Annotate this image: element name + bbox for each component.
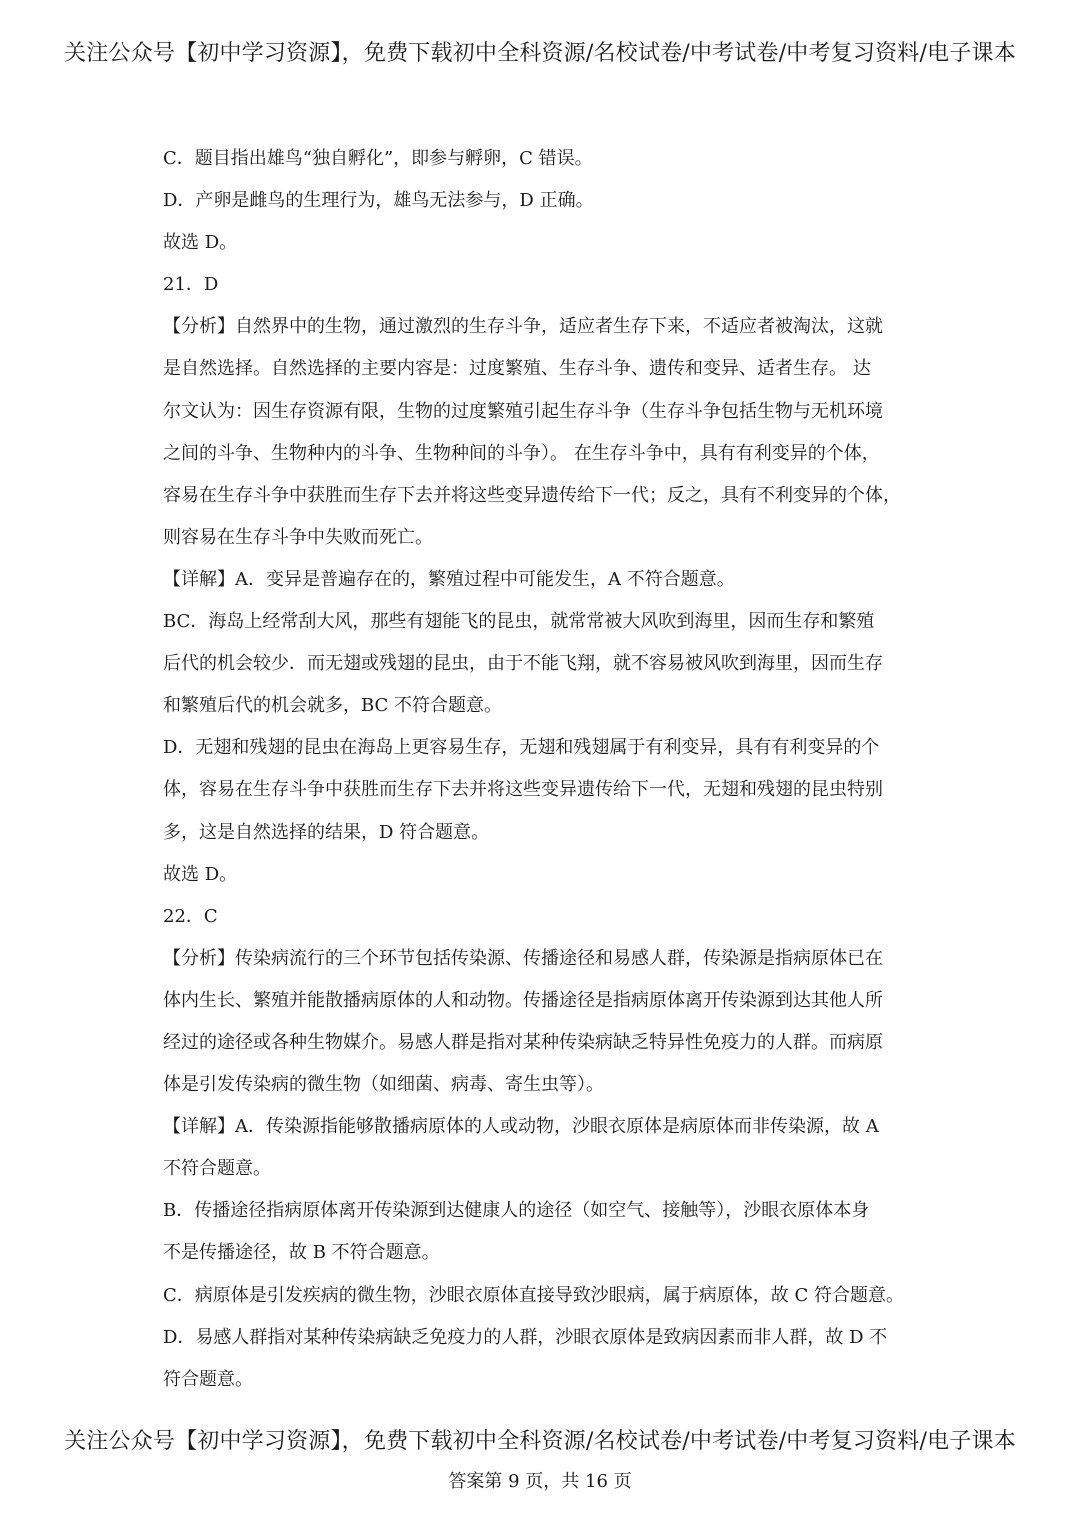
bottom-banner: 关注公众号【初中学习资源】，免费下载初中全科资源/名校试卷/中考试卷/中考复习资料/电子课本	[64, 1429, 1016, 1454]
text-line: 容易在生存斗争中获胜而生存下去并将这些变异遗传给下一代；反之，具有不利变异的个体，	[163, 484, 901, 506]
text-line: 【详解】A．传染源指能够散播病原体的人或动物，沙眼衣原体是病原体而非传染源，故 A	[163, 1116, 879, 1138]
text-line: 体内生长、繁殖并能散播病原体的人和动物。传播途径是指病原体离开传染源到达其他人所	[163, 989, 883, 1011]
page-number: 答案第 9 页，共 16 页	[448, 1471, 632, 1492]
top-banner: 关注公众号【初中学习资源】，免费下载初中全科资源/名校试卷/中考试卷/中考复习资料/电子课本	[64, 41, 1016, 66]
text-line: 是自然选择。自然选择的主要内容是：过度繁殖、生存斗争、遗传和变异、适者生存。 达	[163, 358, 871, 380]
question-number: 21．D	[163, 274, 219, 296]
text-line: 故选 D。	[163, 863, 238, 885]
text-line: C．病原体是引发疾病的微生物，沙眼衣原体直接导致沙眼病，属于病原体，故 C 符合题意。	[163, 1284, 904, 1306]
text-line: D．无翅和残翅的昆虫在海岛上更容易生存，无翅和残翅属于有利变异，具有有利变异的个	[163, 737, 880, 759]
text-line: 体是引发传染病的微生物（如细菌、病毒、寄生虫等）。	[163, 1074, 604, 1096]
text-line: B．传播途径指病原体离开传染源到达健康人的途径（如空气、接触等），沙眼衣原体本身	[163, 1200, 870, 1222]
answer-body	[163, 138, 925, 1401]
text-line: 不符合题意。	[163, 1158, 271, 1180]
text-line: 则容易在生存斗争中失败而死亡。	[163, 526, 433, 548]
text-line: 多，这是自然选择的结果，D 符合题意。	[163, 821, 490, 843]
text-line: 之间的斗争、生物种内的斗争、生物种间的斗争）。 在生存斗争中，具有有利变异的个体，	[163, 442, 880, 464]
text-line: BC．海岛上经常刮大风，那些有翅能飞的昆虫，就常常被大风吹到海里，因而生存和繁殖	[163, 611, 875, 633]
text-line: 【分析】自然界中的生物，通过激烈的生存斗争，适应者生存下来，不适应者被淘汰，这就	[163, 316, 883, 338]
text-line: 符合题意。	[163, 1368, 253, 1390]
text-line: 后代的机会较少．而无翅或残翅的昆虫，由于不能飞翔，就不容易被风吹到海里，因而生存	[163, 653, 883, 675]
text-line: 尔文认为：因生存资源有限，生物的过度繁殖引起生存斗争（生存斗争包括生物与无机环境	[163, 400, 883, 422]
question-number: 22．C	[163, 905, 218, 927]
text-line: 【分析】传染病流行的三个环节包括传染源、传播途径和易感人群，传染源是指病原体已在	[163, 947, 883, 969]
text-line: 和繁殖后代的机会就多，BC 不符合题意。	[163, 695, 503, 717]
text-line: D．易感人群指对某种传染病缺乏免疫力的人群，沙眼衣原体是致病因素而非人群，故 D 不	[163, 1326, 888, 1348]
text-line: 【详解】A．变异是普遍存在的，繁殖过程中可能发生，A 不符合题意。	[163, 568, 735, 590]
text-line: 经过的途径或各种生物媒介。易感人群是指对某种传染病缺乏特异性免疫力的人群。而病原	[163, 1031, 883, 1053]
text-line: 故选 D。	[163, 232, 238, 254]
text-line: 不是传播途径，故 B 不符合题意。	[163, 1242, 440, 1264]
text-line: D．产卵是雌鸟的生理行为，雄鸟无法参与，D 正确。	[163, 190, 594, 212]
text-line: C．题目指出雄鸟“独自孵化”，即参与孵卵，C 错误。	[163, 148, 593, 169]
text-line: 体，容易在生存斗争中获胜而生存下去并将这些变异遗传给下一代，无翅和残翅的昆虫特别	[163, 779, 883, 801]
